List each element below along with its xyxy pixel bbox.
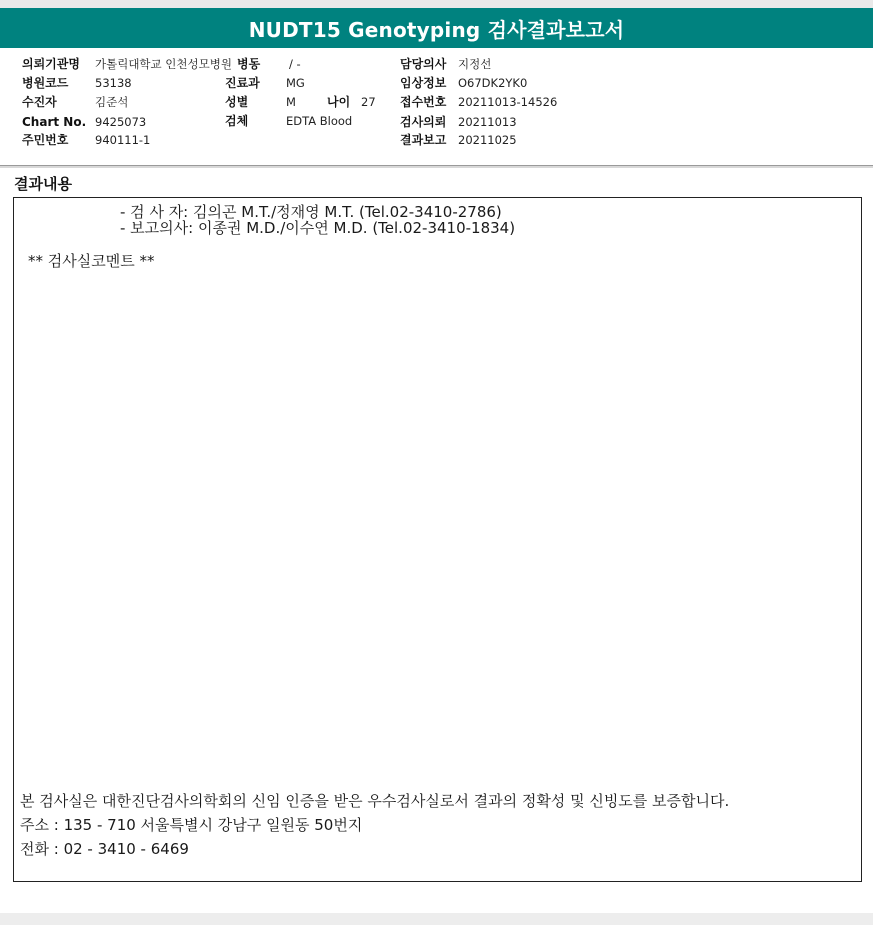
- result-report-value: 20211025: [458, 133, 517, 147]
- report-title: NUDT15 Genotyping 검사결과보고서: [248, 17, 625, 42]
- receipt-number-label: 접수번호: [400, 95, 447, 109]
- examinee-value: 김준석: [95, 95, 129, 109]
- certification-statement: 본 검사실은 대한진단검사의학회의 신임 인증을 받은 우수검사실로서 결과의 정확성 및 신빙도를 보증합니다.: [20, 792, 730, 810]
- top-strip: [0, 0, 873, 8]
- receipt-number-value: 20211013-14526: [458, 95, 558, 109]
- doctor-value: 지정선: [458, 57, 492, 71]
- examinee-label: 수진자: [22, 95, 57, 109]
- reporter-line: - 보고의사: 이종권 M.D./이수연 M.D. (Tel.02-3410-1834): [120, 219, 516, 237]
- lab-phone: 전화 : 02 - 3410 - 6469: [20, 840, 189, 858]
- hospital-code-label: 병원코드: [22, 76, 69, 90]
- ward-value: / -: [289, 57, 301, 71]
- tester-line: - 검 사 자: 김의곤 M.T./정재영 M.T. (Tel.02-3410-2786): [120, 203, 502, 221]
- specimen-label: 검체: [225, 114, 249, 128]
- report-title-bar: [0, 8, 873, 48]
- institution-label: 의뢰기관명: [22, 57, 80, 71]
- results-section-label: 결과내용: [14, 175, 72, 193]
- institution-value: 가톨릭대학교 인천성모병원: [95, 57, 232, 71]
- specimen-value: EDTA Blood: [286, 114, 353, 128]
- clinical-info-label: 임상정보: [400, 76, 447, 90]
- sex-label: 성별: [225, 95, 249, 109]
- chart-number-label: Chart No.: [22, 115, 87, 129]
- department-value: MG: [286, 76, 305, 90]
- resident-number-value: 940111-1: [95, 133, 151, 147]
- age-label: 나이: [327, 95, 351, 109]
- lab-comment-heading: ** 검사실코멘트 **: [28, 252, 155, 270]
- resident-number-label: 주민번호: [22, 133, 69, 147]
- hospital-code-value: 53138: [95, 76, 132, 90]
- bottom-strip: [0, 913, 873, 925]
- test-request-label: 검사의뢰: [400, 115, 447, 129]
- test-request-value: 20211013: [458, 115, 517, 129]
- clinical-info-value: O67DK2YK0: [458, 76, 528, 90]
- lab-address: 주소 : 135 - 710 서울특별시 강남구 일원동 50번지: [20, 816, 363, 834]
- results-box: [13, 197, 862, 882]
- doctor-label: 담당의사: [400, 57, 447, 71]
- age-value: 27: [361, 95, 376, 109]
- department-label: 진료과: [225, 76, 260, 90]
- chart-number-value: 9425073: [95, 115, 147, 129]
- ward-label: 병동: [237, 57, 261, 71]
- patient-info-section: [0, 48, 873, 166]
- result-report-label: 결과보고: [400, 133, 447, 147]
- sex-value: M: [286, 95, 296, 109]
